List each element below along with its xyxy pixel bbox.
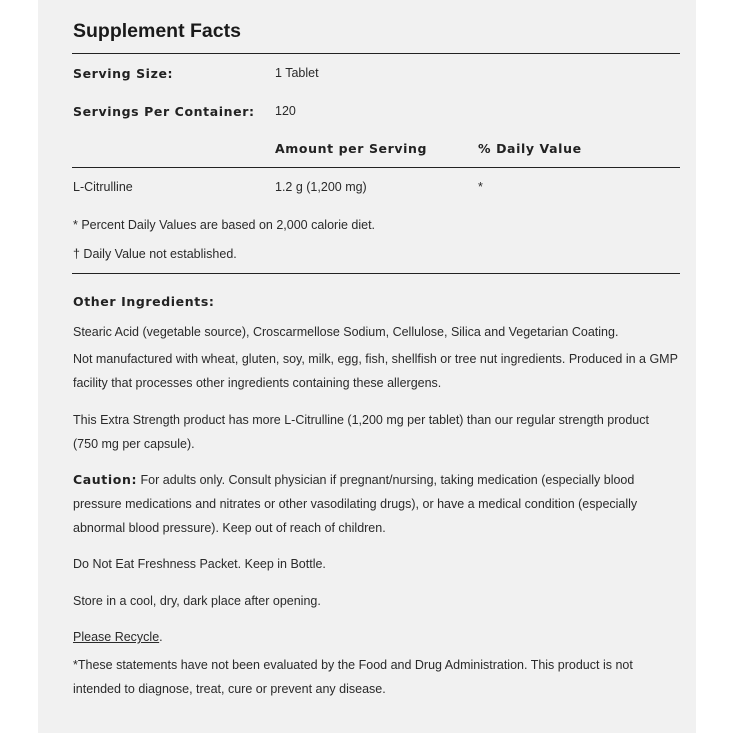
please-recycle-link[interactable]: Please Recycle xyxy=(73,630,160,644)
other-ingredients-heading: Other Ingredients: xyxy=(73,294,215,309)
caution-text-1: For adults only. Consult physician if pregnant/nursing, taking medication (especially blood xyxy=(137,473,635,487)
caution-line-3: abnormal blood pressure). Keep out of reach of children. xyxy=(73,521,386,535)
ingredients-list: Stearic Acid (vegetable source), Croscarmellose Sodium, Cellulose, Silica and Vegetarian Coating. xyxy=(73,325,619,339)
recycle-line xyxy=(73,625,163,649)
recycle-period: . xyxy=(159,630,163,644)
extra-strength-line-2: (750 mg per capsule). xyxy=(73,437,195,451)
servings-per-container-label: Servings Per Container: xyxy=(73,104,255,119)
header-divider xyxy=(72,167,680,168)
serving-size-label: Serving Size: xyxy=(73,66,174,81)
extra-strength-line-1: This Extra Strength product has more L-Citrulline (1,200 mg per tablet) than our regular strength product xyxy=(73,413,649,427)
footnote-not-established: † Daily Value not established. xyxy=(73,247,237,261)
allergen-statement-line-2: facility that processes other ingredients containing these allergens. xyxy=(73,376,442,390)
servings-per-container-value: 120 xyxy=(275,104,296,118)
nutrient-daily-value: * xyxy=(478,180,483,194)
fda-disclaimer-line-2: intended to diagnose, treat, cure or prevent any disease. xyxy=(73,682,386,696)
fda-disclaimer-line-1: *These statements have not been evaluated by the Food and Drug Administration. This product is not xyxy=(73,658,633,672)
serving-size-value: 1 Tablet xyxy=(275,66,319,80)
freshness-packet-warning: Do Not Eat Freshness Packet. Keep in Bottle. xyxy=(73,557,326,571)
storage-instructions: Store in a cool, dry, dark place after opening. xyxy=(73,594,321,608)
caution-label: Caution: xyxy=(73,472,138,487)
supplement-facts-title: Supplement Facts xyxy=(73,20,241,42)
caution-line-1 xyxy=(73,468,634,492)
daily-value-header: % Daily Value xyxy=(478,141,582,156)
amount-per-serving-header: Amount per Serving xyxy=(275,141,428,156)
nutrient-amount: 1.2 g (1,200 mg) xyxy=(275,180,367,194)
footnote-daily-values: * Percent Daily Values are based on 2,000 calorie diet. xyxy=(73,218,376,232)
table-bottom-divider xyxy=(72,273,680,274)
nutrient-name: L-Citrulline xyxy=(73,180,133,194)
title-divider xyxy=(72,53,680,54)
caution-line-2: pressure medications and nitrates or other vasodilating drugs), or have a medical condition (especially xyxy=(73,497,638,511)
allergen-statement-line-1: Not manufactured with wheat, gluten, soy, milk, egg, fish, shellfish or tree nut ingredients. Produced in a GMP xyxy=(73,352,678,366)
